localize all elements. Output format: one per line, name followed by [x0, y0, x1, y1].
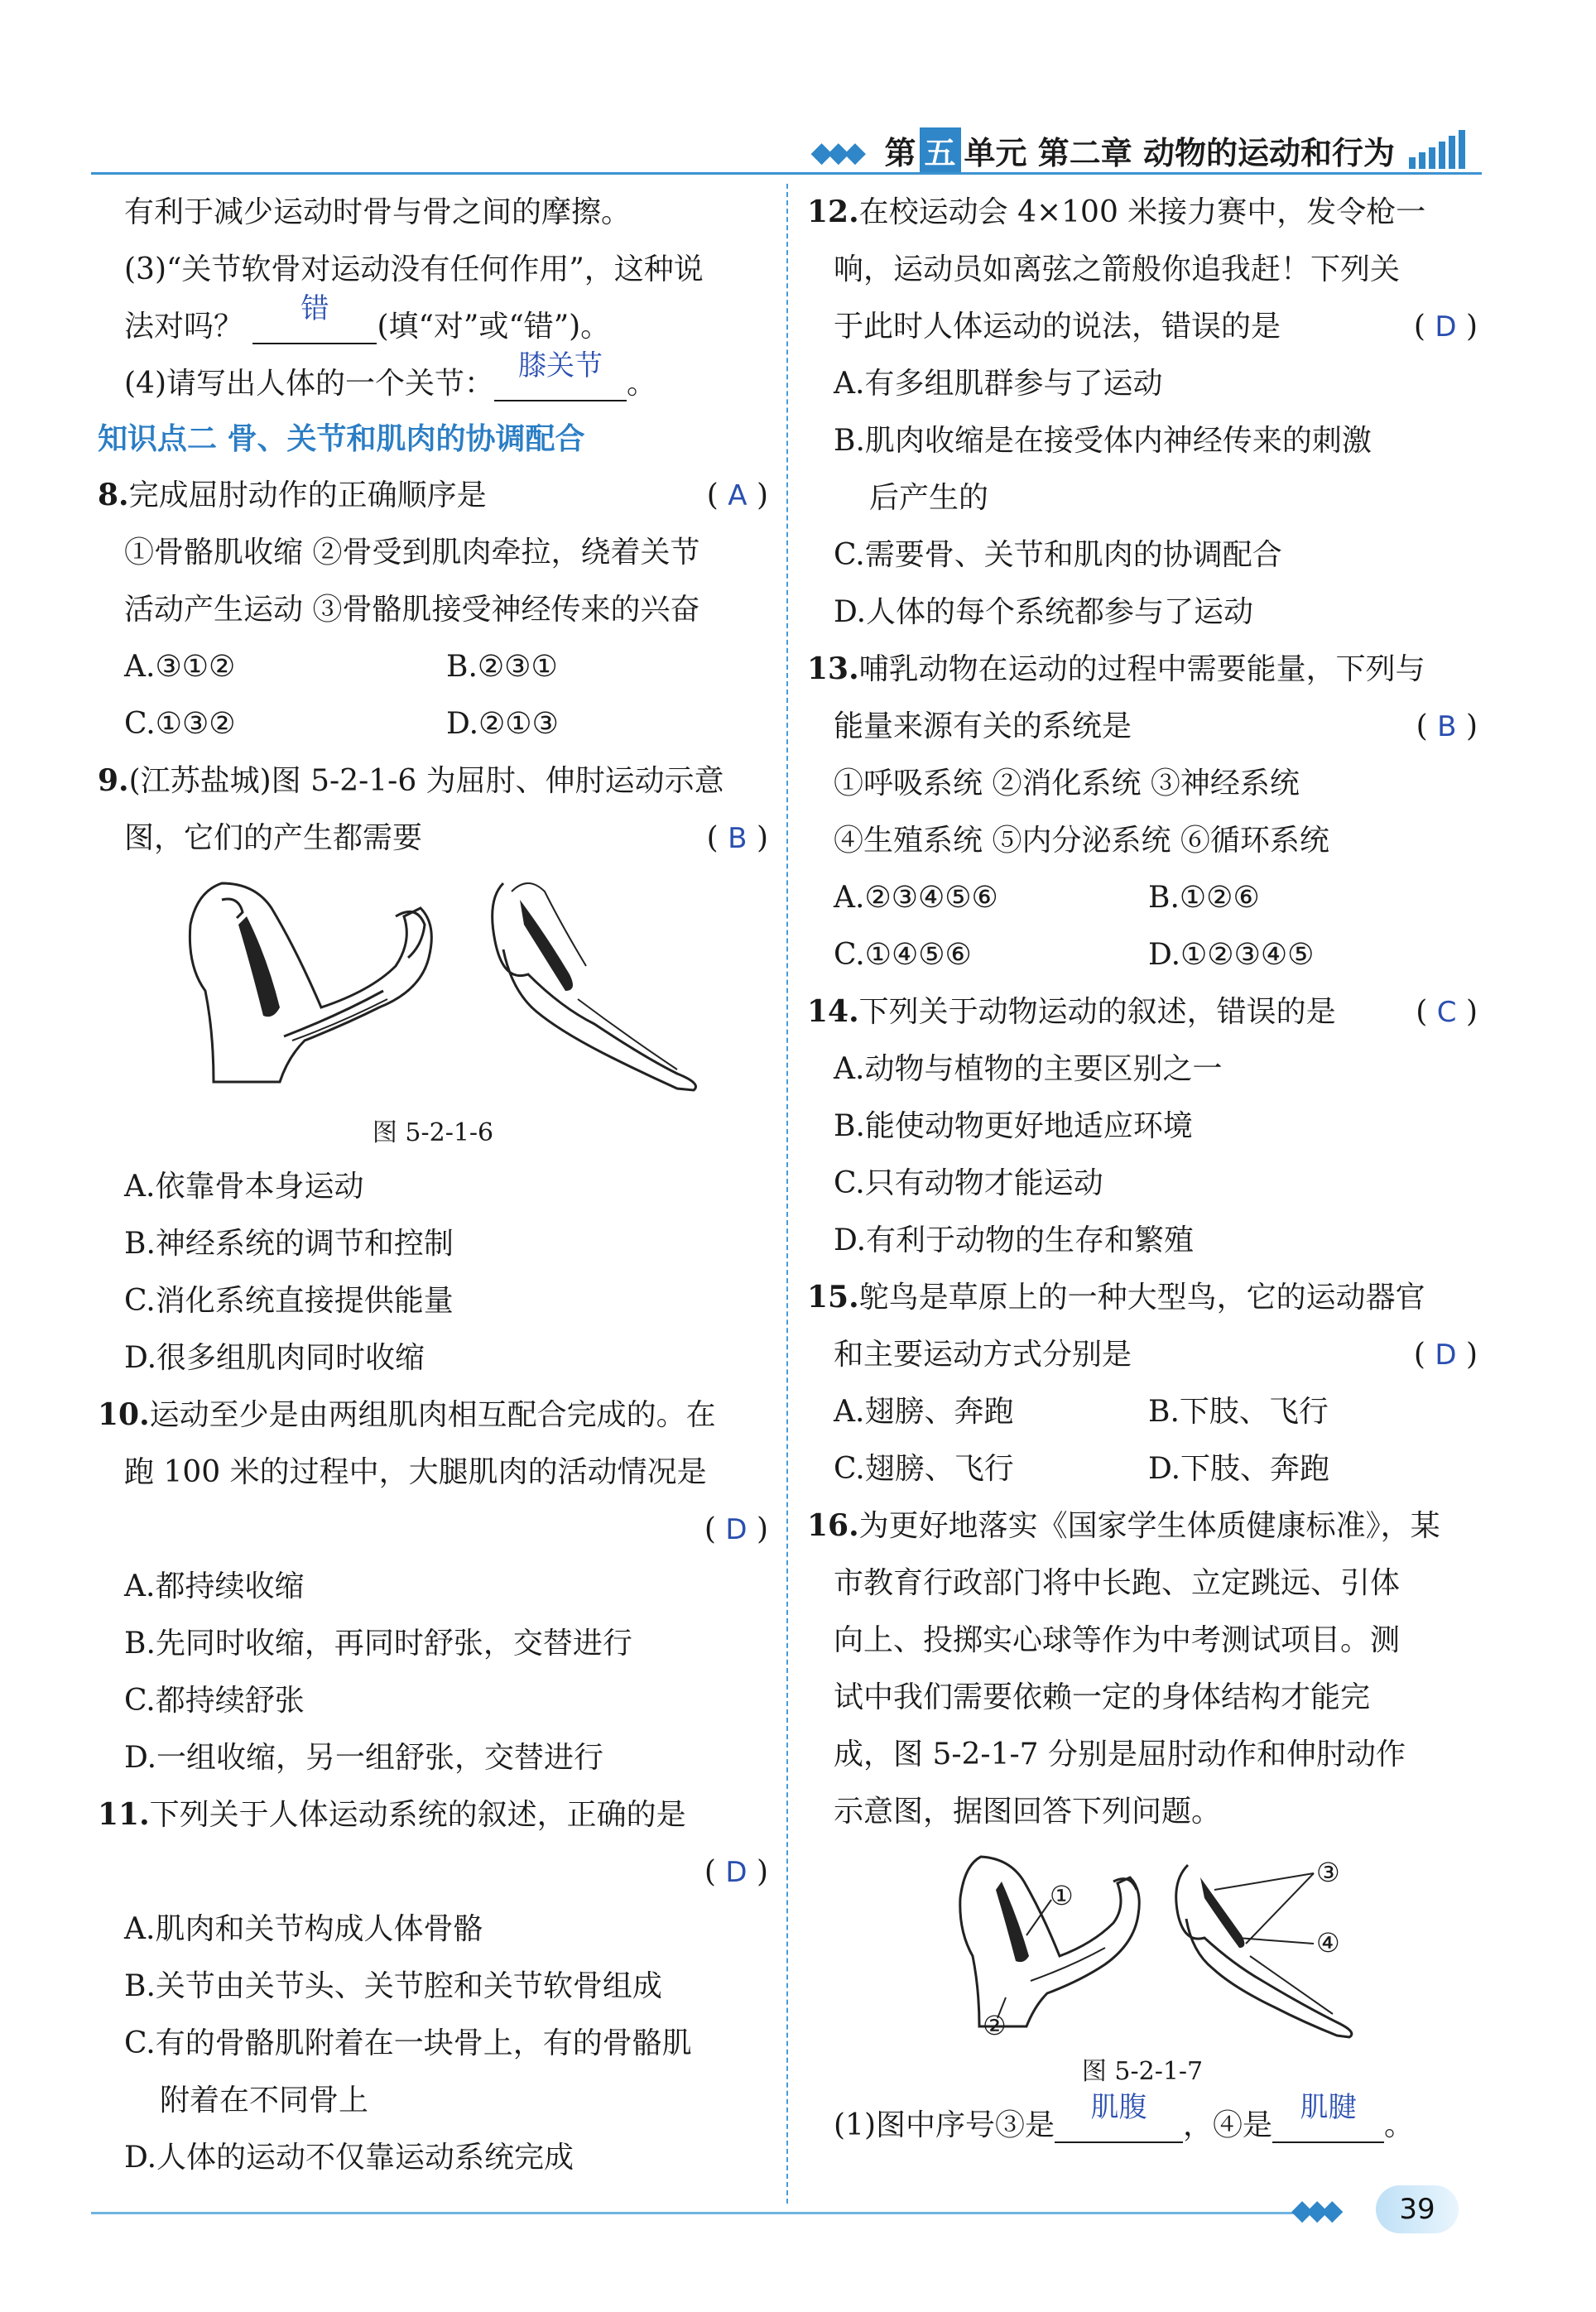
question-stem: 响，运动员如离弦之箭般你追我赶！下列关 — [834, 252, 1401, 286]
answer-paren: ( A ) — [706, 478, 768, 512]
question-number: 9. — [98, 763, 129, 798]
question-16-sub1 — [807, 2091, 1478, 2154]
option-b[interactable]: B.神经系统的调节和控制 — [124, 1227, 454, 1261]
option-a[interactable]: A.翅膀、奔跑 — [834, 1395, 1014, 1429]
question-number: 12. — [807, 195, 859, 229]
question-number: 16. — [807, 1508, 859, 1543]
options-row — [807, 926, 1478, 983]
question-12 — [807, 184, 1478, 241]
question-stem: 为更好地落实《国家学生体质健康标准》，某 — [858, 1509, 1440, 1543]
choice-answer: D — [1435, 1339, 1457, 1372]
question-13-line2 — [807, 698, 1478, 755]
page-header — [91, 124, 1473, 174]
question-stem: 哺乳动物在运动的过程中需要能量，下列与 — [858, 652, 1425, 686]
option-c[interactable]: C.翅膀、飞行 — [834, 1452, 1014, 1486]
choice-answer: D — [1435, 310, 1457, 344]
option-d[interactable]: D.有利于动物的生存和繁殖 — [834, 1223, 1195, 1257]
label-3: ③ — [1316, 1857, 1340, 1888]
statement-line: ①呼吸系统 ②消化系统 ③神经系统 — [834, 767, 1300, 800]
answer-text: 肌腹 — [1090, 2091, 1147, 2124]
answer-blank[interactable] — [252, 292, 377, 344]
question-number: 11. — [98, 1797, 150, 1832]
question-stem: 和主要运动方式分别是 — [834, 1338, 1132, 1372]
option-c[interactable]: C.消化系统直接提供能量 — [124, 1284, 454, 1318]
choice-answer: A — [728, 479, 748, 512]
option-c-cont: 附着在不同骨上 — [160, 2084, 369, 2117]
question-15-line2 — [807, 1326, 1478, 1383]
option-a[interactable]: A.②③④⑤⑥ — [834, 881, 998, 915]
header-rule — [91, 172, 1482, 175]
column-divider — [786, 184, 788, 2204]
text-line: 有利于减少运动时骨与骨之间的摩擦。 — [124, 195, 632, 229]
text-span: ，④是 — [1183, 2108, 1273, 2142]
question-number: 15. — [807, 1280, 859, 1315]
question-stem: 于此时人体运动的说法，错误的是 — [834, 310, 1281, 344]
option-b[interactable]: B.先同时收缩，再同时舒张，交替进行 — [124, 1627, 632, 1661]
options-row — [807, 1383, 1478, 1440]
question-16 — [807, 1497, 1478, 1555]
question-12-line3 — [807, 298, 1478, 355]
unit-number: 五 — [920, 127, 961, 173]
arm-figure-5-2-1-6 — [98, 867, 768, 1108]
diamond-icon: ◆◆◆ — [1291, 2194, 1337, 2227]
answer-paren: ( D ) — [1413, 310, 1478, 344]
question-stem: 成，图 5-2-1-7 分别是屈肘动作和伸肘动作 — [834, 1738, 1406, 1771]
choice-answer: B — [728, 822, 748, 855]
answer-line — [98, 1501, 768, 1558]
option-c[interactable]: C.只有动物才能运动 — [834, 1166, 1103, 1200]
label-4: ④ — [1316, 1927, 1340, 1959]
question-13 — [807, 641, 1478, 698]
question-stem: 能量来源有关的系统是 — [834, 709, 1132, 743]
answer-text: 膝关节 — [518, 349, 603, 382]
label-2: ② — [983, 2010, 1007, 2041]
question-11 — [98, 1786, 768, 1843]
choice-answer: B — [1437, 710, 1457, 743]
option-a[interactable]: A.③①② — [124, 650, 236, 684]
question-stem: 试中我们需要依赖一定的身体结构才能完 — [834, 1680, 1371, 1714]
option-d[interactable]: D.人体的每个系统都参与了运动 — [834, 595, 1254, 629]
question-3-line — [98, 292, 768, 355]
option-a[interactable]: A.都持续收缩 — [124, 1569, 305, 1603]
answer-paren: ( C ) — [1416, 995, 1478, 1029]
right-column — [807, 184, 1478, 2154]
question-10 — [98, 1387, 768, 1444]
answer-paren: ( B ) — [1416, 709, 1478, 743]
choice-answer: D — [725, 1513, 748, 1546]
label-1: ① — [1050, 1880, 1074, 1911]
text-span: 。 — [627, 367, 657, 401]
answer-paren: ( D ) — [704, 1512, 768, 1546]
choice-answer: D — [725, 1856, 748, 1889]
question-stem: 跑 100 米的过程中，大腿肌肉的活动情况是 — [124, 1455, 707, 1489]
question-4-line — [98, 349, 768, 412]
option-a[interactable]: A.有多组肌群参与了运动 — [834, 367, 1163, 401]
figure-caption: 图 5-2-1-6 — [372, 1118, 494, 1147]
option-b[interactable]: B.②③① — [446, 650, 558, 684]
labeled-arm-illustration — [807, 1840, 1478, 2047]
option-a[interactable]: A.肌肉和关节构成人体骨骼 — [124, 1912, 483, 1946]
options-row — [807, 869, 1478, 926]
question-stem: 鸵鸟是草原上的一种大型鸟，它的运动器官 — [858, 1281, 1425, 1315]
options-row — [98, 695, 768, 752]
option-c[interactable]: C.有的骨骼肌附着在一块骨上，有的骨骼肌 — [124, 2026, 692, 2060]
text-span: (4)请写出人体的一个关节： — [124, 367, 494, 401]
option-d[interactable]: D.下肢、奔跑 — [1148, 1452, 1330, 1486]
header-title-post: 单元 第二章 动物的运动和行为 — [964, 135, 1395, 171]
option-b[interactable]: B.关节由关节头、关节腔和关节软骨组成 — [124, 1969, 662, 2003]
option-c[interactable]: C.需要骨、关节和肌肉的协调配合 — [834, 538, 1282, 572]
option-c[interactable]: C.①④⑤⑥ — [834, 938, 972, 972]
bar-graph-icon — [1407, 127, 1473, 169]
option-a[interactable]: A.依靠骨本身运动 — [124, 1170, 364, 1204]
option-d[interactable]: D.人体的运动不仅靠运动系统完成 — [124, 2141, 574, 2175]
answer-text: 错 — [300, 292, 329, 325]
question-stem: 运动至少是由两组肌肉相互配合完成的。在 — [149, 1398, 716, 1432]
question-stem: 市教育行政部门将中长跑、立定跳远、引体 — [834, 1566, 1401, 1600]
options-row — [98, 638, 768, 695]
text-span: (1)图中序号③是 — [834, 2108, 1055, 2142]
question-number: 8. — [98, 478, 129, 512]
diamond-icon: ◆◆◆ — [810, 136, 861, 169]
answer-paren: ( D ) — [704, 1855, 768, 1889]
option-c[interactable]: C.都持续舒张 — [124, 1684, 305, 1718]
question-stem: 向上、投掷实心球等作为中考测试项目。测 — [834, 1623, 1401, 1657]
option-d[interactable]: D.①②③④⑤ — [1148, 938, 1315, 972]
question-stem: (江苏盐城)图 5-2-1-6 为屈肘、伸肘运动示意 — [128, 764, 724, 798]
footer-rule — [91, 2212, 1300, 2214]
question-number: 10. — [98, 1397, 150, 1432]
option-b[interactable]: B.肌肉收缩是在接受体内神经传来的刺激 — [834, 424, 1372, 458]
arm-flexion-extension-illustration — [98, 867, 768, 1108]
option-c[interactable]: C.①③② — [124, 707, 236, 741]
answer-text: 肌腱 — [1300, 2091, 1357, 2124]
text-span: 法对吗？ — [124, 310, 244, 344]
question-stem: 完成屈肘动作的正确顺序是 — [128, 478, 487, 512]
question-number: 13. — [807, 651, 859, 686]
option-b[interactable]: B.能使动物更好地适应环境 — [834, 1109, 1193, 1143]
option-b[interactable]: B.①②⑥ — [1148, 881, 1260, 915]
text-span: 。 — [1384, 2108, 1415, 2142]
option-d[interactable]: D.②①③ — [446, 707, 559, 741]
question-stem: 下列关于动物运动的叙述，错误的是 — [858, 995, 1336, 1029]
option-b-cont: 后产生的 — [869, 481, 989, 515]
question-stem: 在校运动会 4×100 米接力赛中，发令枪一 — [858, 195, 1426, 229]
question-15 — [807, 1269, 1478, 1326]
left-column — [98, 184, 768, 2186]
section-heading: 知识点二 骨、关节和肌肉的协调配合 — [98, 422, 585, 456]
question-stem: 图，它们的产生都需要 — [124, 821, 423, 855]
answer-blank[interactable] — [1055, 2091, 1183, 2143]
options-row — [807, 1440, 1478, 1497]
question-9 — [98, 752, 768, 810]
option-d[interactable]: D.很多组肌肉同时收缩 — [124, 1341, 425, 1375]
question-stem: 下列关于人体运动系统的叙述，正确的是 — [149, 1798, 686, 1832]
figure-caption: 图 5-2-1-7 — [1081, 2057, 1204, 2086]
question-8 — [98, 467, 768, 524]
question-9-line2 — [98, 810, 768, 867]
question-stem: 示意图，据图回答下列问题。 — [834, 1795, 1222, 1829]
answer-paren: ( D ) — [1413, 1338, 1478, 1372]
choice-answer: C — [1436, 996, 1457, 1029]
header-title-pre: 第 — [884, 135, 916, 171]
answer-line — [98, 1843, 768, 1901]
question-14 — [807, 983, 1478, 1041]
option-b[interactable]: B.下肢、飞行 — [1148, 1395, 1329, 1429]
text-span: (填“对”或“错”)。 — [377, 310, 611, 344]
question-number: 14. — [807, 994, 859, 1029]
answer-blank[interactable] — [494, 349, 627, 401]
arm-figure-5-2-1-7 — [807, 1840, 1478, 2047]
header-title — [885, 127, 1396, 173]
option-d[interactable]: D.一组收缩，另一组舒张，交替进行 — [124, 1741, 604, 1775]
answer-blank[interactable] — [1272, 2091, 1384, 2143]
statement-line: 活动产生运动 ③骨骼肌接受神经传来的兴奋 — [124, 593, 700, 627]
page-number: 39 — [1376, 2185, 1459, 2233]
text-line: (3)“关节软骨对运动没有任何作用”，这种说 — [124, 252, 704, 286]
answer-paren: ( B ) — [706, 821, 768, 855]
option-a[interactable]: A.动物与植物的主要区别之一 — [834, 1052, 1223, 1086]
statement-line: ④生殖系统 ⑤内分泌系统 ⑥循环系统 — [834, 824, 1329, 858]
statement-line: ①骨骼肌收缩 ②骨受到肌肉牵拉，绕着关节 — [124, 536, 700, 570]
